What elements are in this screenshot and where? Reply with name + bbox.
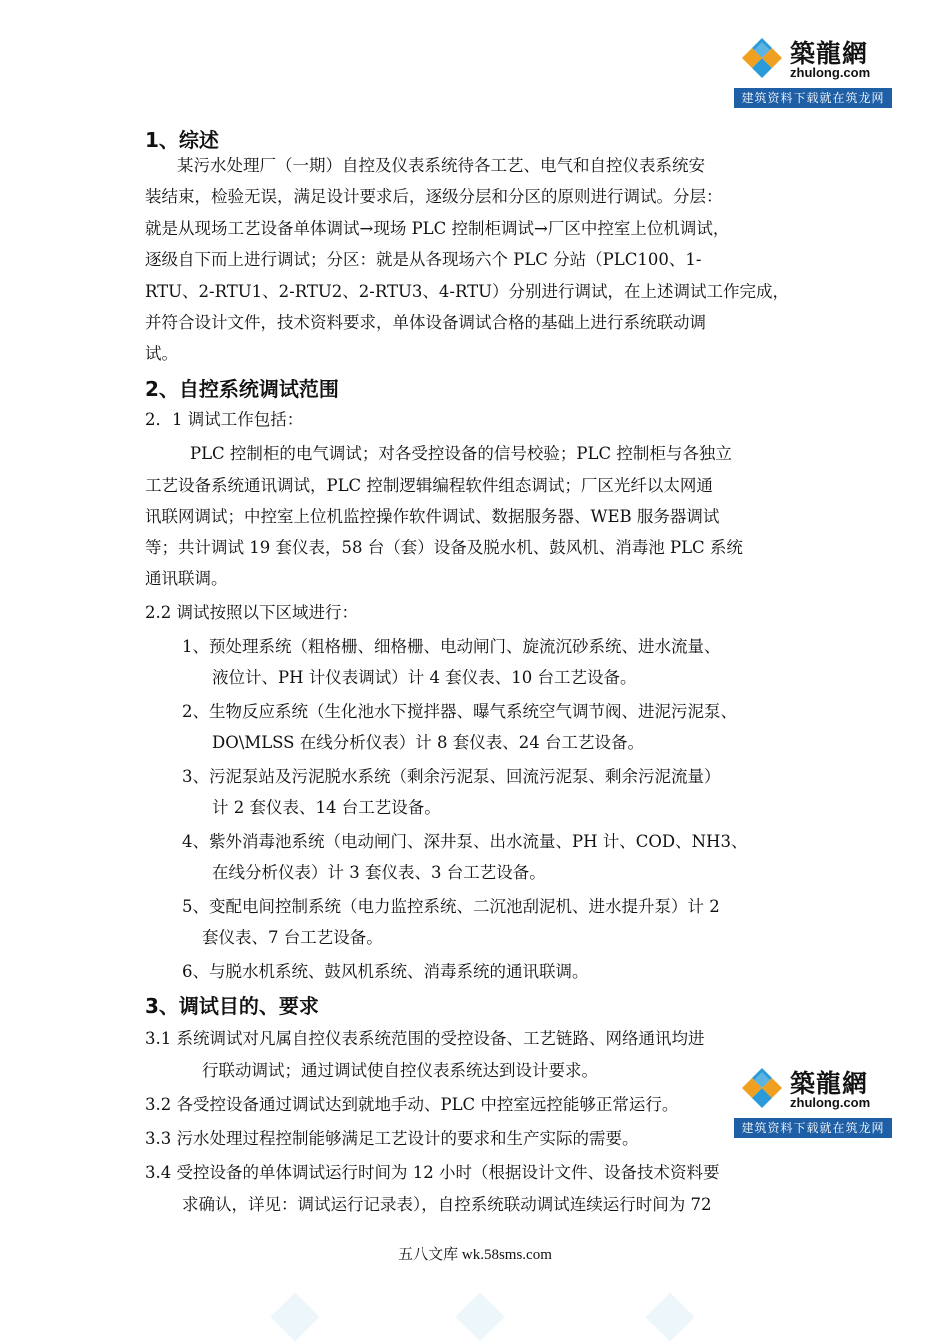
s2-item-1b: 液位计、PH 计仪表调试）计 4 套仪表、10 台工艺设备。	[212, 668, 637, 687]
s3-line-3: 3.2 各受控设备通过调试达到就地手动、PLC 中控室远控能够正常运行。	[145, 1095, 679, 1114]
watermark-icon	[450, 1290, 510, 1344]
logo-domain: zhulong.com	[790, 1095, 871, 1110]
logo-name: 築龍網	[790, 39, 869, 68]
s1-line-7: 试。	[145, 344, 178, 363]
s2-item-4a: 4、紫外消毒池系统（电动闸门、深井泵、出水流量、PH 计、COD、NH3、	[182, 832, 748, 851]
logo-diamond-icon	[740, 1066, 784, 1110]
section-2-title: 2、自控系统调试范围	[145, 377, 339, 401]
watermark-icon	[265, 1290, 325, 1344]
s2-item-6: 6、与脱水机系统、鼓风机系统、消毒系统的通讯联调。	[182, 962, 589, 981]
s2-line-5: 通讯联调。	[145, 569, 228, 588]
logo-name: 築龍網	[790, 1069, 869, 1098]
logo-diamond-icon	[740, 36, 784, 80]
s2-item-3a: 3、污泥泵站及污泥脱水系统（剩余污泥泵、回流污泥泵、剩余污泥流量）	[182, 767, 721, 786]
footer-source: 五八文库 wk.58sms.com	[398, 1247, 552, 1263]
s1-line-1: 某污水处理厂（一期）自控及仪表系统待各工艺、电气和自控仪表系统安	[177, 156, 705, 175]
s2-item-5b: 套仪表、7 台工艺设备。	[202, 928, 383, 947]
logo-tagline: 建筑资料下载就在筑龙网	[734, 88, 892, 108]
s3-line-2: 行联动调试；通过调试使自控仪表系统达到设计要求。	[202, 1061, 598, 1080]
watermark-icon	[640, 1290, 700, 1344]
zhulong-logo-top	[734, 30, 892, 108]
s2-item-2b: DO\MLSS 在线分析仪表）计 8 套仪表、24 台工艺设备。	[212, 733, 644, 752]
logo-tagline: 建筑资料下载就在筑龙网	[734, 1118, 892, 1138]
s3-line-5: 3.4 受控设备的单体调试运行时间为 12 小时（根据设计文件、设备技术资料要	[145, 1163, 720, 1182]
zhulong-logo-mid	[734, 1060, 892, 1138]
s1-line-2: 装结束，检验无误，满足设计要求后，逐级分层和分区的原则进行调试。分层：	[145, 187, 723, 206]
section-1-title: 1、综述	[145, 128, 219, 152]
s2-sub2: 2.2 调试按照以下区域进行：	[145, 603, 358, 622]
s1-line-3: 就是从现场工艺设备单体调试→现场 PLC 控制柜调试→厂区中控室上位机调试，	[145, 219, 730, 238]
s2-line-1: PLC 控制柜的电气调试；对各受控设备的信号校验；PLC 控制柜与各独立	[190, 444, 732, 463]
s3-line-1: 3.1 系统调试对凡属自控仪表系统范围的受控设备、工艺链路、网络通讯均进	[145, 1029, 705, 1048]
logo-domain: zhulong.com	[790, 65, 871, 80]
s2-item-1a: 1、预处理系统（粗格栅、细格栅、电动闸门、旋流沉砂系统、进水流量、	[182, 637, 721, 656]
s2-item-5a: 5、变配电间控制系统（电力监控系统、二沉池刮泥机、进水提升泵）计 2	[182, 897, 720, 916]
s2-item-2a: 2、生物反应系统（生化池水下搅拌器、曝气系统空气调节阀、进泥污泥泵、	[182, 702, 737, 721]
s1-line-6: 并符合设计文件，技术资料要求，单体设备调试合格的基础上进行系统联动调	[145, 313, 706, 332]
s1-line-5: RTU、2-RTU1、2-RTU2、2-RTU3、4-RTU）分别进行调试，在上述调试工作完成，	[145, 282, 790, 301]
section-3-title: 3、调试目的、要求	[145, 994, 319, 1018]
s2-item-4b: 在线分析仪表）计 3 套仪表、3 台工艺设备。	[212, 863, 546, 882]
s3-line-4: 3.3 污水处理过程控制能够满足工艺设计的要求和生产实际的需要。	[145, 1129, 639, 1148]
s1-line-4: 逐级自下而上进行调试；分区：就是从各现场六个 PLC 分站（PLC100、1-	[145, 250, 702, 269]
s2-item-3b: 计 2 套仪表、14 台工艺设备。	[212, 798, 441, 817]
s2-line-3: 讯联网调试；中控室上位机监控操作软件调试、数据服务器、WEB 服务器调试	[145, 507, 720, 526]
s2-sub1: 2．1 调试工作包括：	[145, 410, 304, 429]
s2-line-4: 等；共计调试 19 套仪表，58 台（套）设备及脱水机、鼓风机、消毒池 PLC 系统	[145, 538, 743, 557]
s2-line-2: 工艺设备系统通讯调试，PLC 控制逻辑编程软件组态调试；厂区光纤以太网通	[145, 476, 713, 495]
s3-line-6: 求确认，详见：调试运行记录表），自控系统联动调试连续运行时间为 72	[182, 1195, 712, 1214]
